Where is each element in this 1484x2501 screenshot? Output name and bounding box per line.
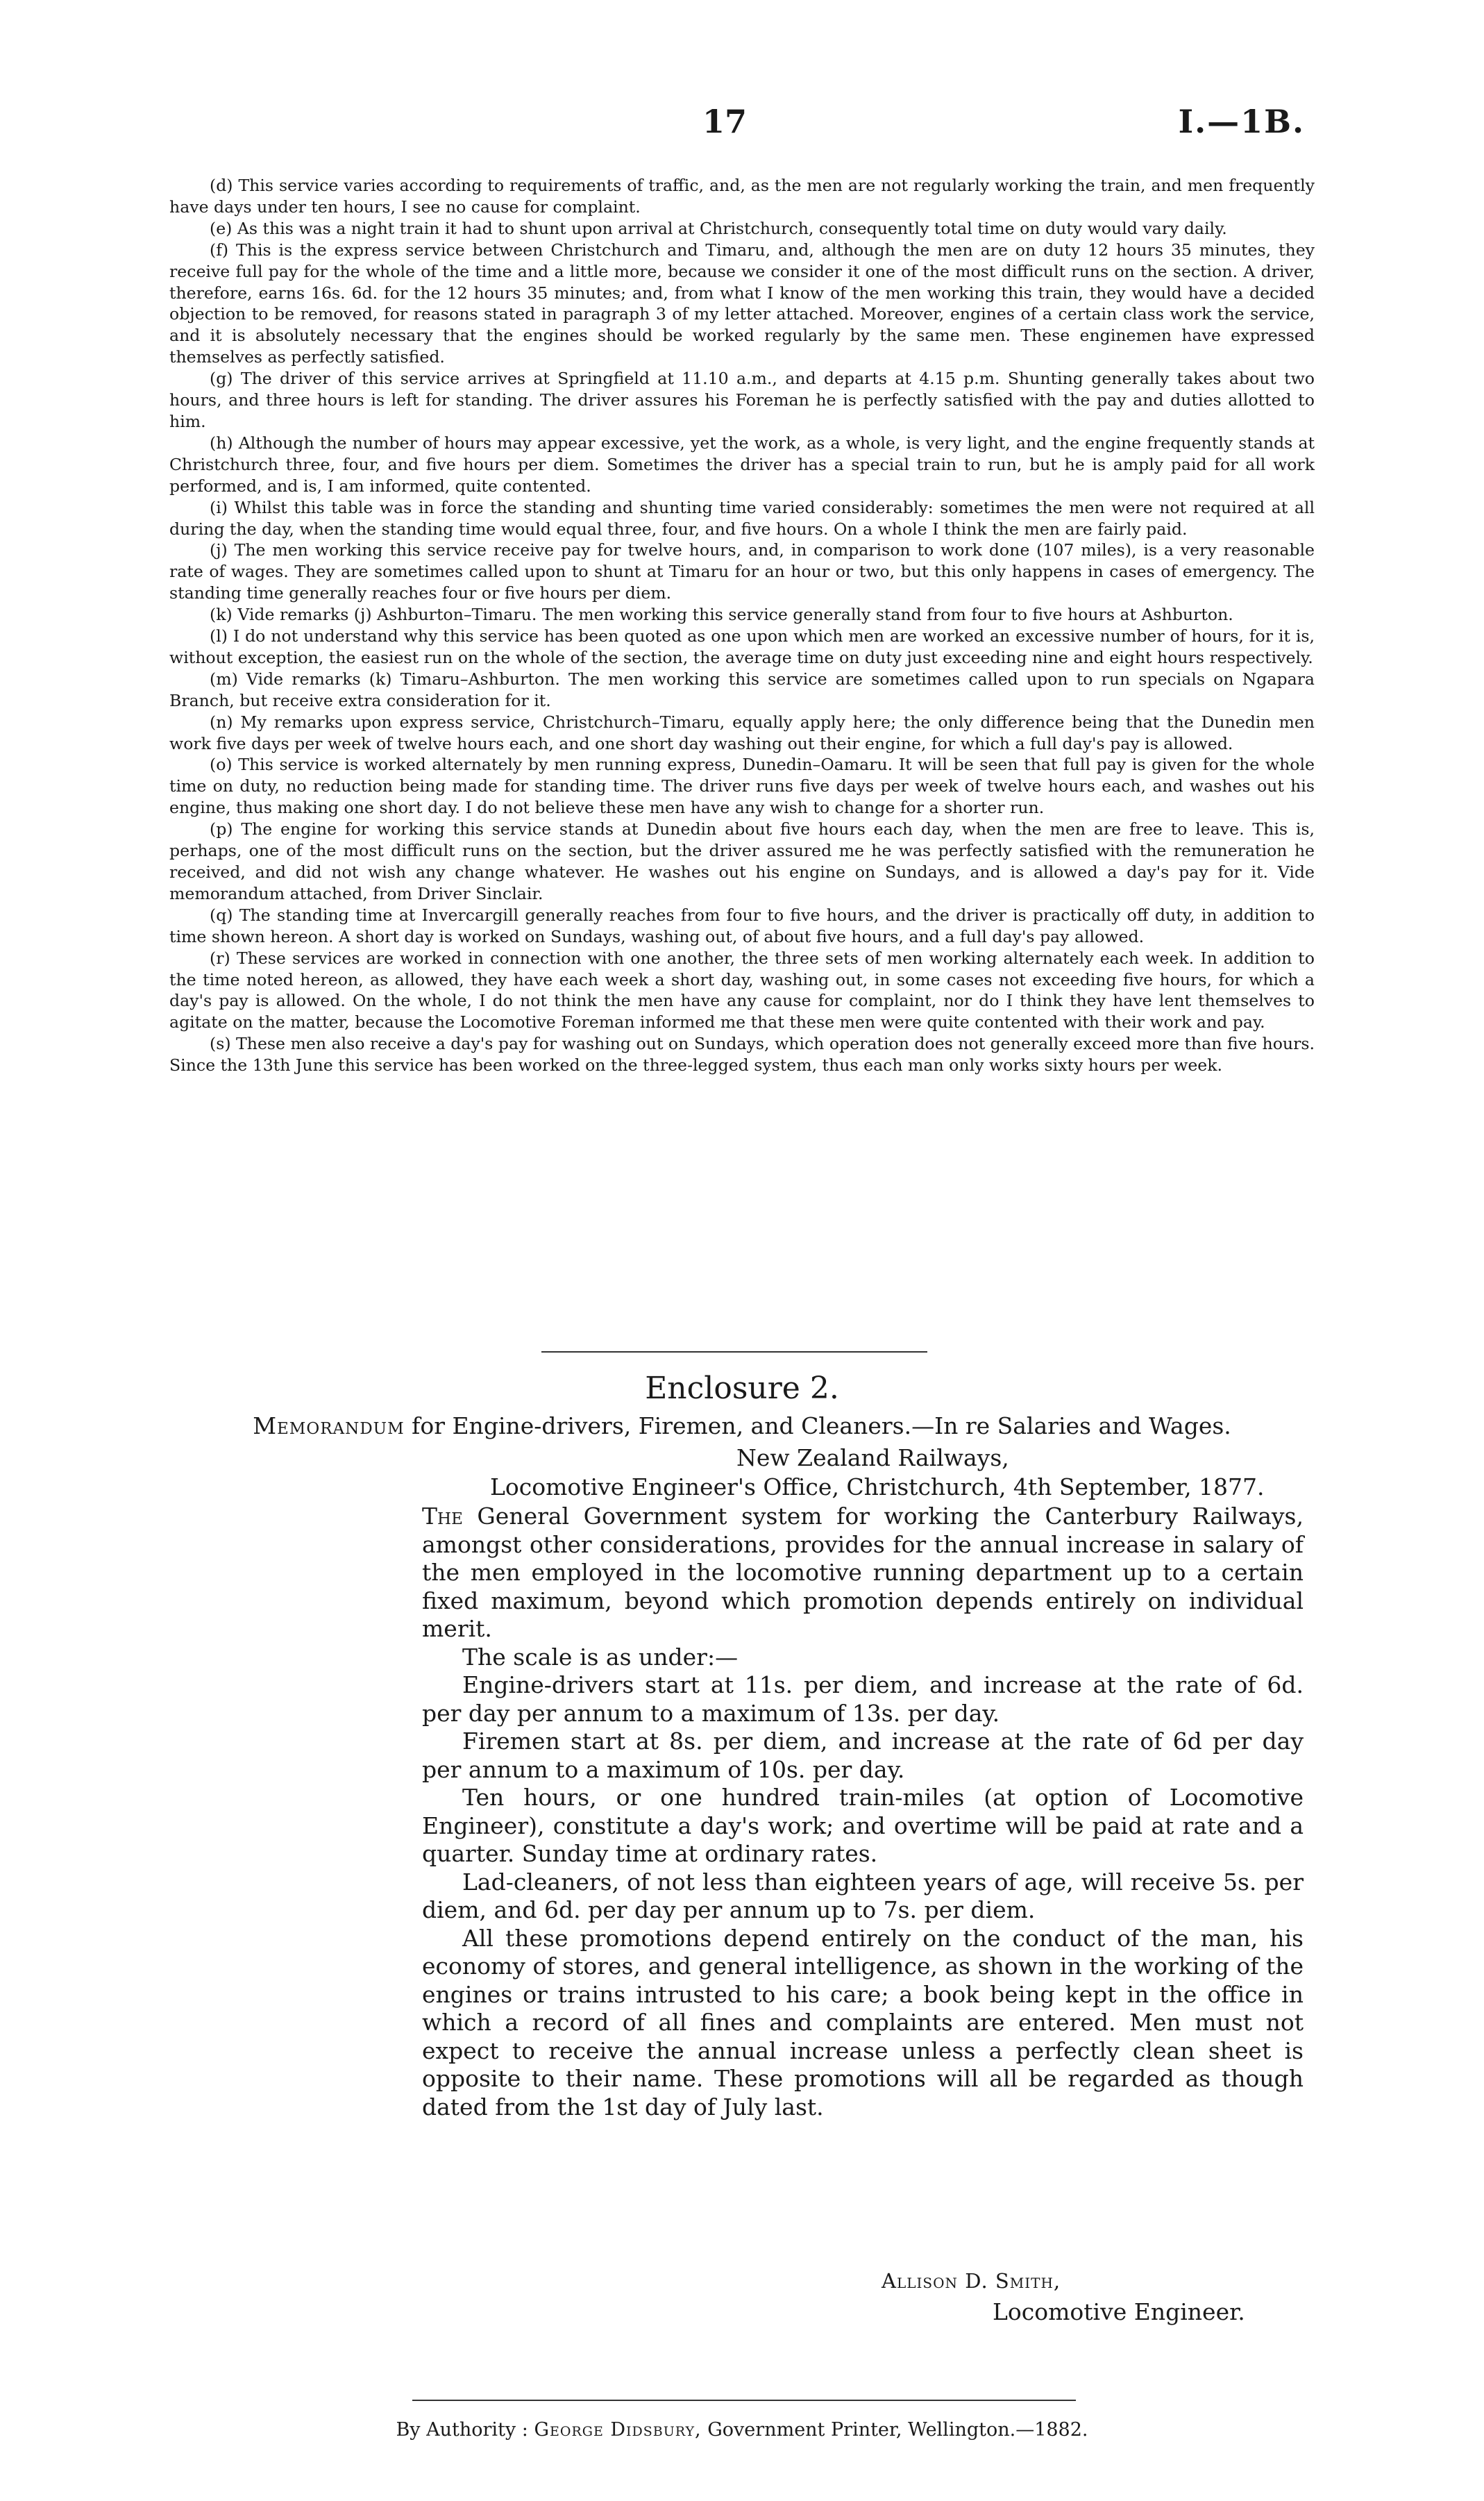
memo-paragraph-text: General Government system for working the Canterbury Railways, amongst other considerations, provides for the annual increase in salary of the men employed in the locomotive running department up to a certain fixed maximum, beyond which promotion depends entirely on individual merit.	[422, 1503, 1304, 1642]
section-divider	[541, 1351, 927, 1353]
remark-r: (r) These services are worked in connection with one another, the three sets of men working alternately each week. In addition to the time noted hereon, as allowed, they have each week a short day, washing out, in some cases not exceeding five hours, for which a day's pay is allowed. On the whole, I do not think the men have any cause for complaint, nor do I think they have lent themselves to agitate on the matter, because the Locomotive Foreman informed me that these men were quite contented with their work and pay.	[169, 948, 1315, 1032]
memorandum-label: Memorandum	[253, 1412, 405, 1439]
remark-h: (h) Although the number of hours may appear excessive, yet the work, as a whole, is very light, and the engine frequently stands at Christchurch three, four, and five hours per diem. Sometimes the driver has a special train to run, but he is amply paid for all work performed, and is, I am informed, quite contented.	[169, 433, 1315, 496]
address-line-2: Locomotive Engineer's Office, Christchurch, 4th September, 1877.	[490, 1473, 1265, 1500]
memo-paragraph: Firemen start at 8s. per diem, and increase at the rate of 6d per day per annum to a maximum of 10s. per day.	[422, 1728, 1304, 1783]
remark-g: (g) The driver of this service arrives at Springfield at 11.10 a.m., and departs at 4.15 p.m. Shunting generally takes about two hours, and three hours is left for standing. The driver assures his Foreman he is perfectly satisfied with the pay and duties allotted to him.	[169, 369, 1315, 431]
address-line-1: New Zealand Railways,	[736, 1444, 1009, 1471]
memorandum-title	[0, 1412, 1484, 1439]
signature-title: Locomotive Engineer.	[993, 2298, 1245, 2325]
remark-s: (s) These men also receive a day's pay for washing out on Sundays, which operation does not generally exceed more than five hours. Since the 13th June this service has been worked on the three-legged system, thus each man only works sixty hours per week.	[169, 1034, 1315, 1076]
remark-i: (i) Whilst this table was in force the standing and shunting time varied considerably: sometimes the men were not required at all during the day, when the standing time would equal three, four, and five hours. On a whole I think the men are fairly paid.	[169, 497, 1315, 539]
imprint-suffix: Government Printer, Wellington.—1882.	[707, 2419, 1088, 2441]
memo-paragraph	[422, 1503, 1304, 1643]
remark-j: (j) The men working this service receive pay for twelve hours, and, in comparison to work done (107 miles), is a very reasonable rate of wages. They are sometimes called upon to shunt at Timaru for an hour or two, but this only happens in cases of emergency. The standing time generally reaches four or five hours per diem.	[169, 540, 1315, 603]
memo-paragraph: All these promotions depend entirely on the conduct of the man, his economy of stores, and general intelligence, as shown in the working of the engines or trains intrusted to his care; a book being kept in the office in which a record of all fines and complaints are entered. Men must not expect to receive the annual increase unless a perfectly clean sheet is opposite to their name. These promotions will all be regarded as though dated from the 1st day of July last.	[422, 1924, 1304, 2121]
memorandum-body	[422, 1503, 1304, 2121]
page-number: 17	[702, 103, 748, 140]
remark-q: (q) The standing time at Invercargill generally reaches from four to five hours, and the driver is practically off duty, in addition to time shown hereon. A short day is worked on Sundays, washing out, of about five hours, and a full day's pay allowed.	[169, 905, 1315, 946]
memo-paragraph: Engine-drivers start at 11s. per diem, and increase at the rate of 6d. per day per annum to a maximum of 13s. per day.	[422, 1671, 1304, 1727]
remark-o: (o) This service is worked alternately by men running express, Dunedin–Oamaru. It will be seen that full pay is given for the whole time on duty, no reduction being made for standing time. The driver runs five days per week of twelve hours each, and washes out his engine, thus making one short day. I do not believe these men have any wish to change for a shorter run.	[169, 755, 1315, 818]
remark-n: (n) My remarks upon express service, Christchurch–Timaru, equally apply here; the only difference being that the Dunedin men work five days per week of twelve hours each, and one short day washing out their engine, for which a full day's pay is allowed.	[169, 712, 1315, 753]
remarks-section	[169, 175, 1315, 1076]
remark-d: (d) This service varies according to requirements of traffic, and, as the men are not regularly working the train, and men frequently have days under ten hours, I see no cause for complaint.	[169, 176, 1315, 217]
enclosure-heading: Enclosure 2.	[645, 1371, 839, 1406]
imprint-prefix: By Authority :	[396, 2419, 528, 2441]
remark-p: (p) The engine for working this service stands at Dunedin about five hours each day, when the men are free to leave. This is, perhaps, one of the most difficult runs on the section, but the driver assured me he was perfectly satisfied with the remuneration he received, and did not wish any change whatever. He washes out his engine on Sundays, and is allowed a day's pay for it. Vide memorandum attached, from Driver Sinclair.	[169, 819, 1315, 903]
memo-paragraph: Lad-cleaners, of not less than eighteen years of age, will receive 5s. per diem, and 6d. per day per annum up to 7s. per diem.	[422, 1868, 1304, 1923]
remark-m: (m) Vide remarks (k) Timaru–Ashburton. The men working this service are sometimes called upon to run specials on Ngapara Branch, but receive extra consideration for it.	[169, 669, 1315, 710]
document-reference: I.—1B.	[1178, 103, 1305, 140]
remark-l: (l) I do not understand why this service has been quoted as one upon which men are worked an excessive number of hours, for it is, without exception, the easiest run on the whole of the section, the average time on duty just exceeding nine and eight hours respectively.	[169, 626, 1315, 667]
remark-f: (f) This is the express service between Christchurch and Timaru, and, although the men are on duty 12 hours 35 minutes, they receive full pay for the whole of the time and a little more, because we consider it one of the most difficult runs on the section. A driver, therefore, earns 16s. 6d. for the 12 hours 35 minutes; and, from what I know of the men working this train, they would have a decided objection to be removed, for reasons stated in paragraph 3 of my letter attached. Moreover, engines of a certain class work the service, and it is absolutely necessary that the engines should be worked regularly by the same men. These enginemen have expressed themselves as perfectly satisfied.	[169, 240, 1315, 367]
opening-word: The	[422, 1503, 463, 1530]
remark-k: (k) Vide remarks (j) Ashburton–Timaru. The men working this service generally stand from four to five hours at Ashburton.	[210, 605, 1233, 625]
memorandum-subject: for Engine-drivers, Firemen, and Cleaners.—In re Salaries and Wages.	[412, 1412, 1231, 1439]
printer-imprint	[0, 2419, 1484, 2441]
printer-name: George Didsbury,	[534, 2419, 702, 2441]
imprint-divider	[412, 2400, 1076, 2401]
signature-name: Allison D. Smith,	[882, 2269, 1061, 2293]
remark-e: (e) As this was a night train it had to shunt upon arrival at Christchurch, consequently total time on duty would vary daily.	[210, 218, 1227, 238]
memo-paragraph: The scale is as under:—	[462, 1643, 739, 1671]
memo-paragraph: Ten hours, or one hundred train-miles (at option of Locomotive Engineer), constitute a day's work; and overtime will be paid at rate and a quarter. Sunday time at ordinary rates.	[422, 1784, 1304, 1867]
